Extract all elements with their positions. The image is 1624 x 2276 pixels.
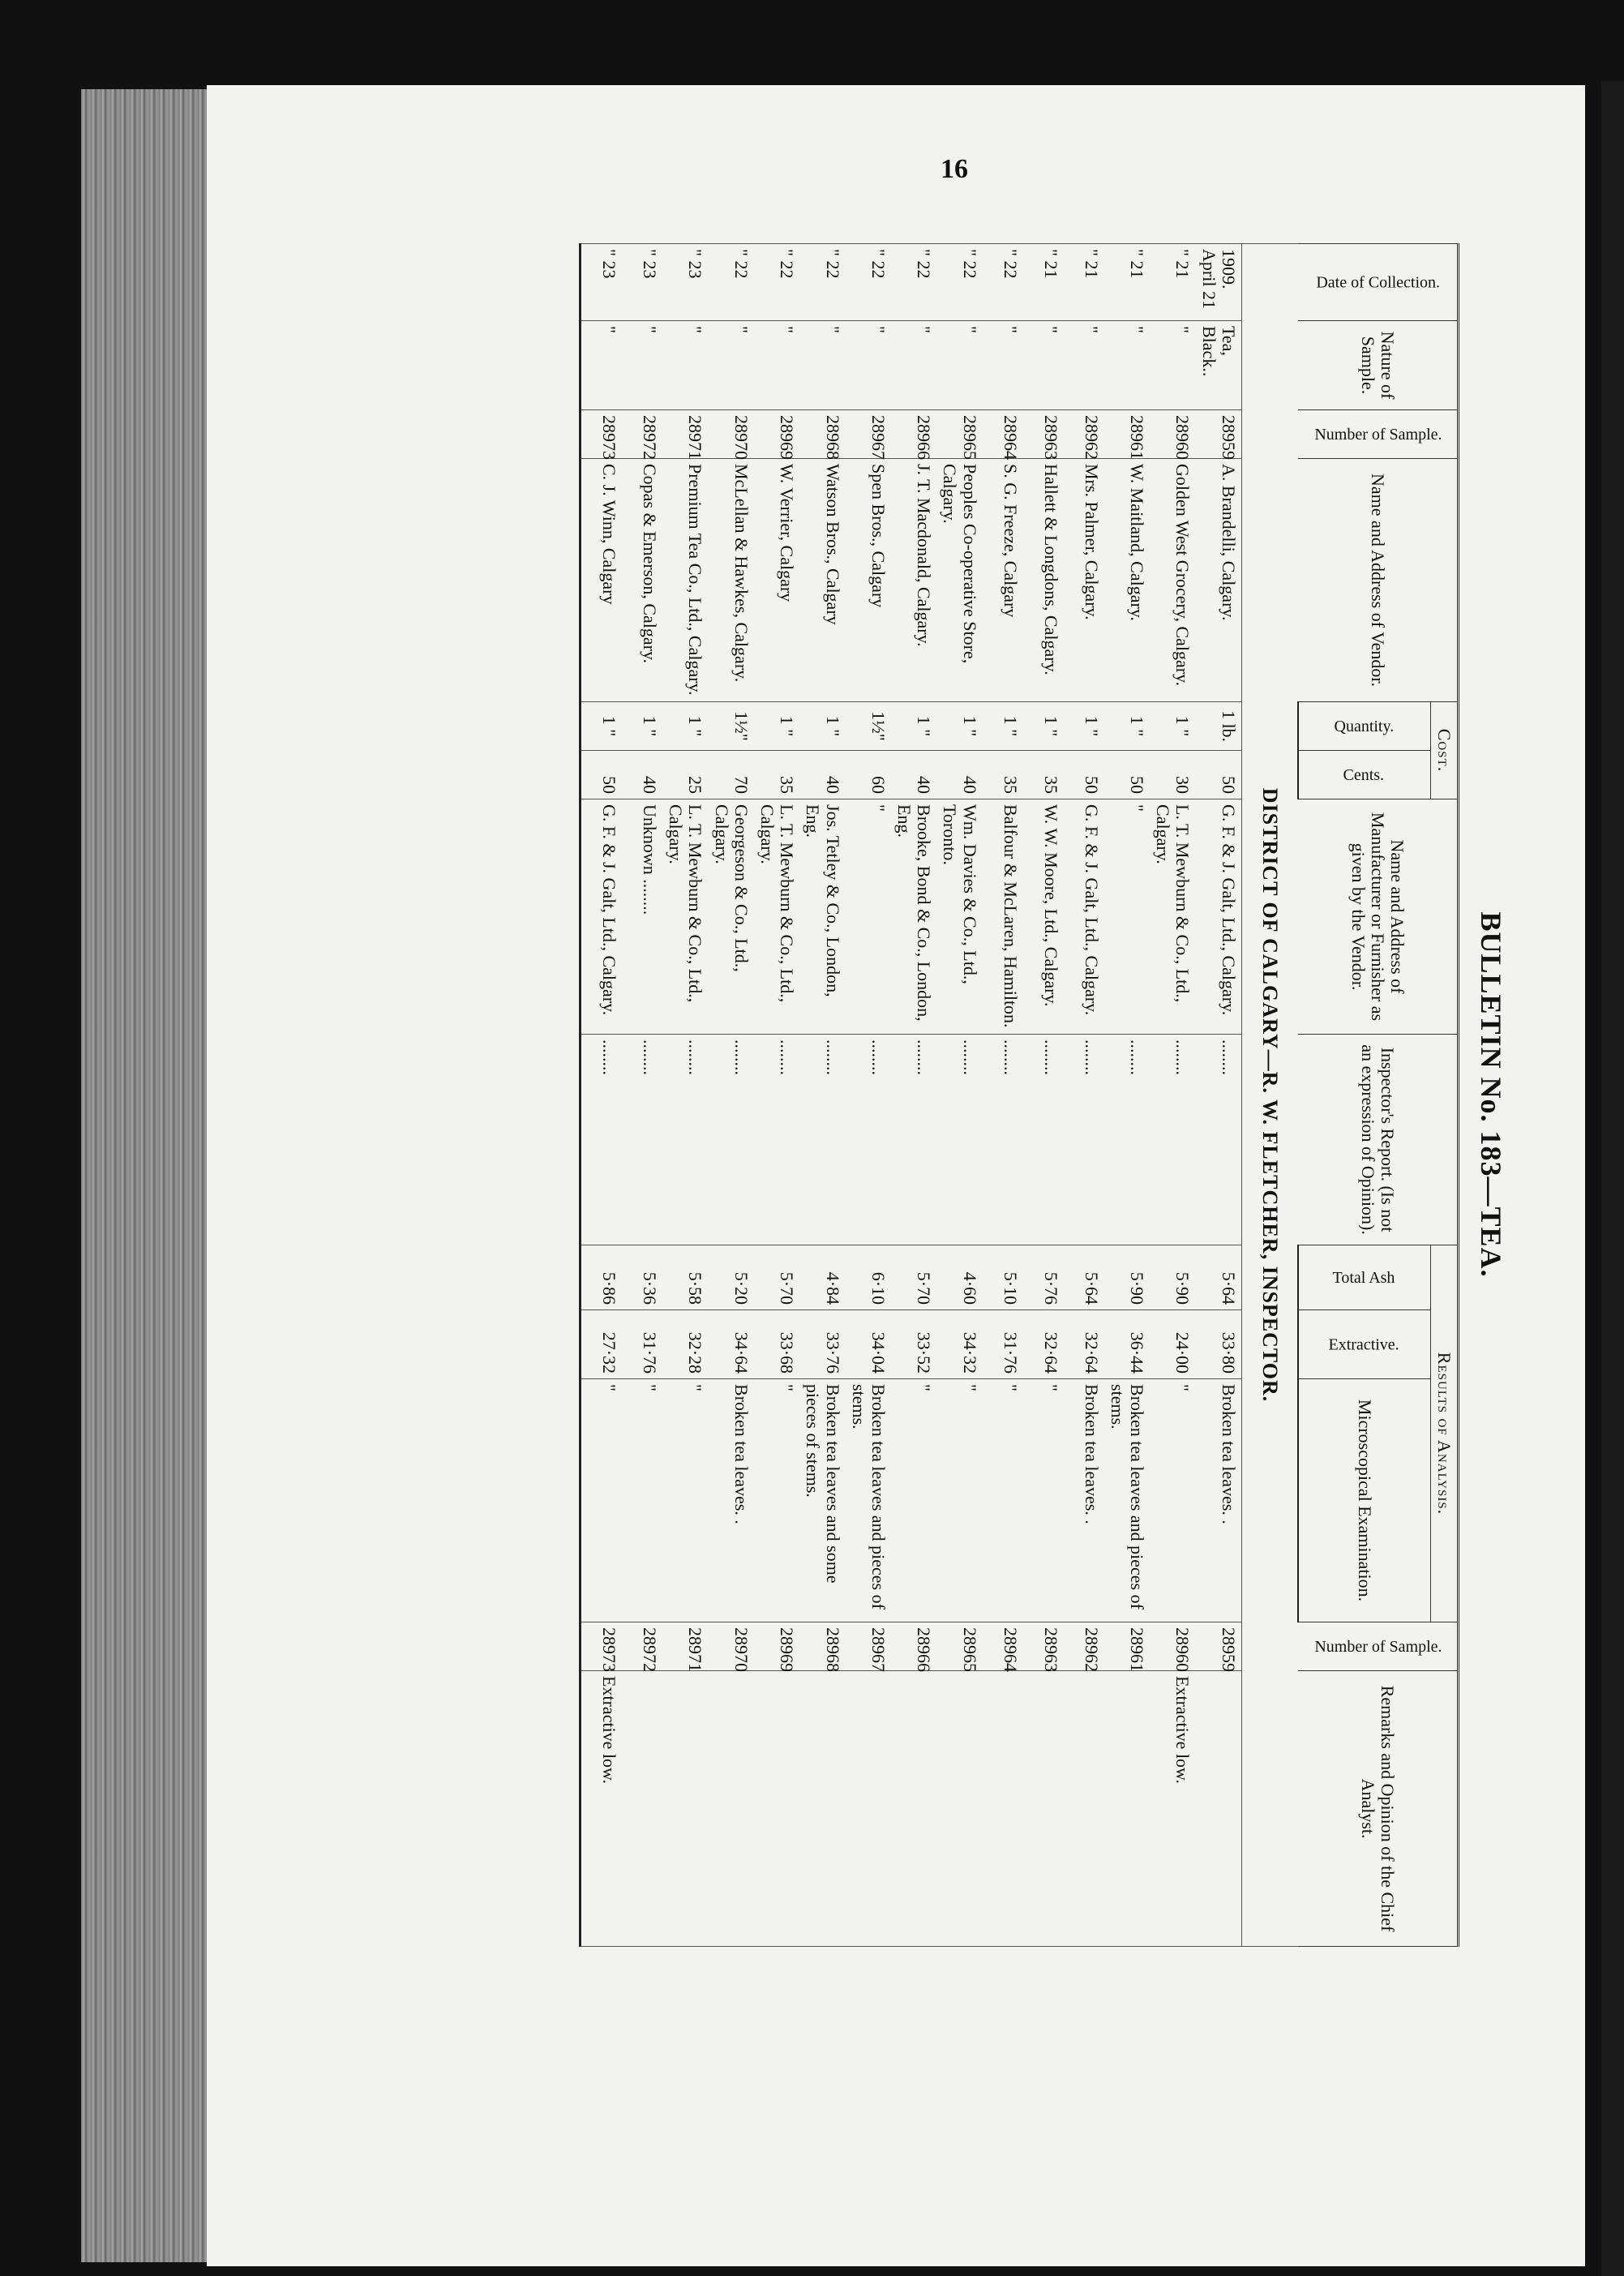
vendor-cell: Watson Bros., Calgary: [799, 459, 845, 702]
date-cell: " 22: [983, 244, 1023, 321]
cents-cell: 60: [846, 751, 891, 799]
quantity-cell: 1 ": [622, 702, 662, 751]
sample-number-2-cell: 28961: [1104, 1622, 1150, 1671]
total-ash-cell: 5·10: [983, 1245, 1023, 1310]
quantity-cell: 1 ": [799, 702, 845, 751]
date-cell: 1909. April 21: [1195, 244, 1241, 321]
total-ash-cell: 5·36: [622, 1245, 662, 1310]
sample-number-2-cell: 28960: [1150, 1622, 1195, 1671]
remarks-cell: [846, 1671, 891, 1947]
remarks-cell: [622, 1671, 662, 1947]
vendor-cell: Peoples Co-operative Store, Calgary.: [936, 459, 982, 702]
date-cell: " 21: [1104, 244, 1150, 321]
sample-number-cell: 28968: [799, 410, 845, 459]
microscopical-cell: ": [1150, 1379, 1195, 1622]
quantity-cell: 1 ": [891, 702, 936, 751]
remarks-cell: [754, 1671, 799, 1947]
page-number: 16: [941, 154, 968, 184]
quantity-cell: 1½": [708, 702, 753, 751]
nature-cell: ": [581, 321, 623, 410]
cents-cell: 35: [983, 751, 1023, 799]
total-ash-cell: 5·70: [754, 1245, 799, 1310]
table-row: [1104, 244, 1150, 1947]
quantity-cell: 1 ": [1064, 702, 1104, 751]
microscopical-cell: ": [936, 1379, 982, 1622]
table-row: [622, 244, 662, 1947]
vendor-cell: C. J. Winn, Calgary: [581, 459, 623, 702]
quantity-cell: 1 lb.: [1195, 702, 1241, 751]
nature-cell: ": [754, 321, 799, 410]
sample-number-2-cell: 28966: [891, 1622, 936, 1671]
vendor-cell: McLellan & Hawkes, Calgary.: [708, 459, 753, 702]
vendor-cell: Mrs. Palmer, Calgary.: [1064, 459, 1104, 702]
microscopical-cell: Broken tea leaves and some pieces of stems.: [799, 1379, 845, 1622]
inspector-report-cell: ........: [983, 1035, 1023, 1245]
sample-number-cell: 28964: [983, 410, 1023, 459]
table-body: [581, 244, 1298, 1947]
header-quantity: Quantity.: [1298, 702, 1431, 751]
scan-edge-left: [81, 89, 219, 2262]
inspector-report-cell: ........: [754, 1035, 799, 1245]
nature-cell: ": [799, 321, 845, 410]
vendor-cell: W. Verrier, Calgary: [754, 459, 799, 702]
bulletin-title: BULLETIN No. 183—TEA.: [1475, 911, 1507, 1278]
nature-cell: Tea, Black..: [1195, 321, 1241, 410]
remarks-cell: [662, 1671, 708, 1947]
extractive-cell: 32·28: [662, 1310, 708, 1379]
header-cost: Cost.: [1430, 702, 1458, 799]
manufacturer-cell: G. F. & J. Galt, Ltd., Calgary.: [581, 799, 623, 1035]
quantity-cell: 1 ": [662, 702, 708, 751]
remarks-cell: [936, 1671, 982, 1947]
date-cell: " 23: [662, 244, 708, 321]
inspector-report-cell: ........: [891, 1035, 936, 1245]
sample-number-cell: 28965: [936, 410, 982, 459]
manufacturer-cell: G. F. & J. Galt, Ltd., Calgary.: [1064, 799, 1104, 1035]
scan-edge-right: [1601, 81, 1624, 2276]
quantity-cell: 1 ": [983, 702, 1023, 751]
table-row: [581, 244, 623, 1947]
table-row: [983, 244, 1023, 1947]
header-results: Results of Analysis.: [1430, 1245, 1458, 1622]
sample-number-2-cell: 28970: [708, 1622, 753, 1671]
cents-cell: 25: [662, 751, 708, 799]
extractive-cell: 33·52: [891, 1310, 936, 1379]
microscopical-cell: Broken tea leaves. .: [708, 1379, 753, 1622]
nature-cell: ": [1150, 321, 1195, 410]
microscopical-cell: Broken tea leaves and pieces of stems.: [1104, 1379, 1150, 1622]
extractive-cell: 33·80: [1195, 1310, 1241, 1379]
table-row: [891, 244, 936, 1947]
extractive-cell: 34·64: [708, 1310, 753, 1379]
manufacturer-cell: L. T. Mewburn & Co., Ltd., Calgary.: [662, 799, 708, 1035]
date-cell: " 22: [799, 244, 845, 321]
manufacturer-cell: Jos. Tetley & Co., London, Eng.: [799, 799, 845, 1035]
header-date: Date of Collection.: [1298, 244, 1459, 321]
inspector-report-cell: ........: [1150, 1035, 1195, 1245]
remarks-cell: [1104, 1671, 1150, 1947]
tea-analysis-table: [579, 243, 1459, 1947]
cents-cell: 50: [581, 751, 623, 799]
extractive-cell: 32·64: [1023, 1310, 1064, 1379]
date-cell: " 21: [1023, 244, 1064, 321]
extractive-cell: 31·76: [983, 1310, 1023, 1379]
sample-number-cell: 28960: [1150, 410, 1195, 459]
remarks-cell: [983, 1671, 1023, 1947]
table-row: [754, 244, 799, 1947]
sample-number-cell: 28966: [891, 410, 936, 459]
manufacturer-cell: W. W. Moore, Ltd., Calgary.: [1023, 799, 1064, 1035]
remarks-cell: [1064, 1671, 1104, 1947]
extractive-cell: 33·68: [754, 1310, 799, 1379]
remarks-cell: [1023, 1671, 1064, 1947]
cents-cell: 50: [1104, 751, 1150, 799]
extractive-cell: 34·04: [846, 1310, 891, 1379]
inspector-report-cell: ........: [708, 1035, 753, 1245]
cents-cell: 50: [1195, 751, 1241, 799]
microscopical-cell: ": [662, 1379, 708, 1622]
inspector-report-cell: ........: [846, 1035, 891, 1245]
vendor-cell: A. Brandelli, Calgary.: [1195, 459, 1241, 702]
extractive-cell: 24·00: [1150, 1310, 1195, 1379]
sample-number-2-cell: 28965: [936, 1622, 982, 1671]
sample-number-cell: 28970: [708, 410, 753, 459]
inspector-report-cell: ........: [662, 1035, 708, 1245]
inspector-report-cell: ........: [581, 1035, 623, 1245]
header-remarks: Remarks and Opinion of the Chief Analyst.: [1298, 1671, 1459, 1947]
sample-number-2-cell: 28971: [662, 1622, 708, 1671]
remarks-cell: [708, 1671, 753, 1947]
total-ash-cell: 4·60: [936, 1245, 982, 1310]
quantity-cell: 1 ": [754, 702, 799, 751]
nature-cell: ": [1023, 321, 1064, 410]
sample-number-cell: 28962: [1064, 410, 1104, 459]
quantity-cell: 1½": [846, 702, 891, 751]
nature-cell: ": [1064, 321, 1104, 410]
quantity-cell: 1 ": [1104, 702, 1150, 751]
vendor-cell: Spen Bros., Calgary: [846, 459, 891, 702]
quantity-cell: 1 ": [936, 702, 982, 751]
total-ash-cell: 5·90: [1104, 1245, 1150, 1310]
sample-number-2-cell: 28962: [1064, 1622, 1104, 1671]
microscopical-cell: ": [891, 1379, 936, 1622]
total-ash-cell: 5·64: [1064, 1245, 1104, 1310]
date-cell: " 22: [936, 244, 982, 321]
sample-number-cell: 28972: [622, 410, 662, 459]
inspector-report-cell: ........: [936, 1035, 982, 1245]
sample-number-cell: 28959: [1195, 410, 1241, 459]
header-extractive: Extractive.: [1298, 1310, 1431, 1379]
cents-cell: 40: [936, 751, 982, 799]
rotated-table-block: [438, 243, 1508, 1946]
remarks-cell: [799, 1671, 845, 1947]
extractive-cell: 36·44: [1104, 1310, 1150, 1379]
sample-number-2-cell: 28972: [622, 1622, 662, 1671]
microscopical-cell: ": [1023, 1379, 1064, 1622]
header-nature: Nature of Sample.: [1298, 321, 1459, 410]
table-row: [1150, 244, 1195, 1947]
nature-cell: ": [983, 321, 1023, 410]
sample-number-2-cell: 28969: [754, 1622, 799, 1671]
total-ash-cell: 5·58: [662, 1245, 708, 1310]
cents-cell: 40: [622, 751, 662, 799]
sample-number-cell: 28971: [662, 410, 708, 459]
vendor-cell: Hallett & Longdons, Calgary.: [1023, 459, 1064, 702]
manufacturer-cell: L. T. Mewburn & Co., Ltd., Calgary.: [1150, 799, 1195, 1035]
inspector-report-cell: ........: [1064, 1035, 1104, 1245]
nature-cell: ": [891, 321, 936, 410]
quantity-cell: 1 ": [1023, 702, 1064, 751]
manufacturer-cell: ": [1104, 799, 1150, 1035]
extractive-cell: 32·64: [1064, 1310, 1104, 1379]
cents-cell: 70: [708, 751, 753, 799]
manufacturer-cell: Wm. Davies & Co., Ltd., Toronto.: [936, 799, 982, 1035]
cents-cell: 40: [891, 751, 936, 799]
vendor-cell: W. Maitland, Calgary.: [1104, 459, 1150, 702]
microscopical-cell: Broken tea leaves and pieces of stems.: [846, 1379, 891, 1622]
date-cell: " 23: [581, 244, 623, 321]
date-cell: " 22: [891, 244, 936, 321]
header-inspector-report: Inspector's Report. (Is not an expression of Opinion).: [1298, 1035, 1459, 1245]
header-vendor: Name and Address of Vendor.: [1298, 459, 1459, 702]
table-row: [799, 244, 845, 1947]
date-cell: " 22: [754, 244, 799, 321]
header-manufacturer: Name and Address of Manufacturer or Furnisher as given by the Vendor.: [1298, 799, 1459, 1035]
extractive-cell: 34·32: [936, 1310, 982, 1379]
table-row: [708, 244, 753, 1947]
nature-cell: ": [708, 321, 753, 410]
sample-number-2-cell: 28968: [799, 1622, 845, 1671]
table-row: [846, 244, 891, 1947]
header-number-2: Number of Sample.: [1298, 1622, 1459, 1671]
sample-number-2-cell: 28963: [1023, 1622, 1064, 1671]
vendor-cell: Golden West Grocery, Calgary.: [1150, 459, 1195, 702]
total-ash-cell: 5·76: [1023, 1245, 1064, 1310]
remarks-cell: [1195, 1671, 1241, 1947]
sample-number-2-cell: 28964: [983, 1622, 1023, 1671]
quantity-cell: 1 ": [581, 702, 623, 751]
microscopical-cell: ": [754, 1379, 799, 1622]
table-row: [1195, 244, 1241, 1947]
vendor-cell: Premium Tea Co., Ltd., Calgary.: [662, 459, 708, 702]
header-total-ash: Total Ash: [1298, 1245, 1431, 1310]
inspector-report-cell: ........: [1023, 1035, 1064, 1245]
manufacturer-cell: Balfour & McLaren, Hamilton.: [983, 799, 1023, 1035]
date-cell: " 23: [622, 244, 662, 321]
nature-cell: ": [1104, 321, 1150, 410]
cents-cell: 35: [1023, 751, 1064, 799]
date-cell: " 21: [1064, 244, 1104, 321]
manufacturer-cell: ": [846, 799, 891, 1035]
microscopical-cell: Broken tea leaves. .: [1064, 1379, 1104, 1622]
manufacturer-cell: L. T. Mewburn & Co., Ltd., Calgary.: [754, 799, 799, 1035]
total-ash-cell: 5·70: [891, 1245, 936, 1310]
cents-cell: 40: [799, 751, 845, 799]
microscopical-cell: Broken tea leaves. .: [1195, 1379, 1241, 1622]
total-ash-cell: 6·10: [846, 1245, 891, 1310]
inspector-report-cell: ........: [799, 1035, 845, 1245]
sample-number-cell: 28967: [846, 410, 891, 459]
vendor-cell: J. T. Macdonald, Calgary.: [891, 459, 936, 702]
extractive-cell: 31·76: [622, 1310, 662, 1379]
sample-number-2-cell: 28959: [1195, 1622, 1241, 1671]
remarks-cell: Extractive low.: [1150, 1671, 1195, 1947]
cents-cell: 30: [1150, 751, 1195, 799]
table-row: [1064, 244, 1104, 1947]
remarks-cell: Extractive low.: [581, 1671, 623, 1947]
table-row: [1023, 244, 1064, 1947]
quantity-cell: 1 ": [1150, 702, 1195, 751]
sample-number-cell: 28969: [754, 410, 799, 459]
sample-number-cell: 28973: [581, 410, 623, 459]
total-ash-cell: 4·84: [799, 1245, 845, 1310]
sample-number-2-cell: 28973: [581, 1622, 623, 1671]
manufacturer-cell: G. F. & J. Galt, Ltd., Calgary.: [1195, 799, 1241, 1035]
date-cell: " 22: [846, 244, 891, 321]
sample-number-cell: 28961: [1104, 410, 1150, 459]
inspector-report-cell: ........: [1195, 1035, 1241, 1245]
total-ash-cell: 5·90: [1150, 1245, 1195, 1310]
cents-cell: 50: [1064, 751, 1104, 799]
header-cents: Cents.: [1298, 751, 1431, 799]
sample-number-2-cell: 28967: [846, 1622, 891, 1671]
total-ash-cell: 5·20: [708, 1245, 753, 1310]
manufacturer-cell: Georgeson & Co., Ltd., Calgary.: [708, 799, 753, 1035]
nature-cell: ": [846, 321, 891, 410]
table-row: [936, 244, 982, 1947]
inspector-report-cell: ........: [1104, 1035, 1150, 1245]
total-ash-cell: 5·86: [581, 1245, 623, 1310]
extractive-cell: 27·32: [581, 1310, 623, 1379]
sample-number-cell: 28963: [1023, 410, 1064, 459]
nature-cell: ": [662, 321, 708, 410]
remarks-cell: [891, 1671, 936, 1947]
header-number: Number of Sample.: [1298, 410, 1459, 459]
vendor-cell: Copas & Emerson, Calgary.: [622, 459, 662, 702]
district-heading: DISTRICT OF CALGARY—R. W. FLETCHER, INSPECTOR.: [1241, 244, 1298, 1947]
nature-cell: ": [936, 321, 982, 410]
table-header: [1298, 244, 1459, 1947]
date-cell: " 22: [708, 244, 753, 321]
header-microscopical: Microscopical Examination.: [1298, 1379, 1431, 1622]
microscopical-cell: ": [622, 1379, 662, 1622]
date-cell: " 21: [1150, 244, 1195, 321]
microscopical-cell: ": [581, 1379, 623, 1622]
nature-cell: ": [622, 321, 662, 410]
cents-cell: 35: [754, 751, 799, 799]
manufacturer-cell: Brooke, Bond & Co., London, Eng.: [891, 799, 936, 1035]
table-row: [662, 244, 708, 1947]
extractive-cell: 33·76: [799, 1310, 845, 1379]
vendor-cell: S. G. Freeze, Calgary: [983, 459, 1023, 702]
microscopical-cell: ": [983, 1379, 1023, 1622]
inspector-report-cell: ........: [622, 1035, 662, 1245]
manufacturer-cell: Unknown ........: [622, 799, 662, 1035]
total-ash-cell: 5·64: [1195, 1245, 1241, 1310]
